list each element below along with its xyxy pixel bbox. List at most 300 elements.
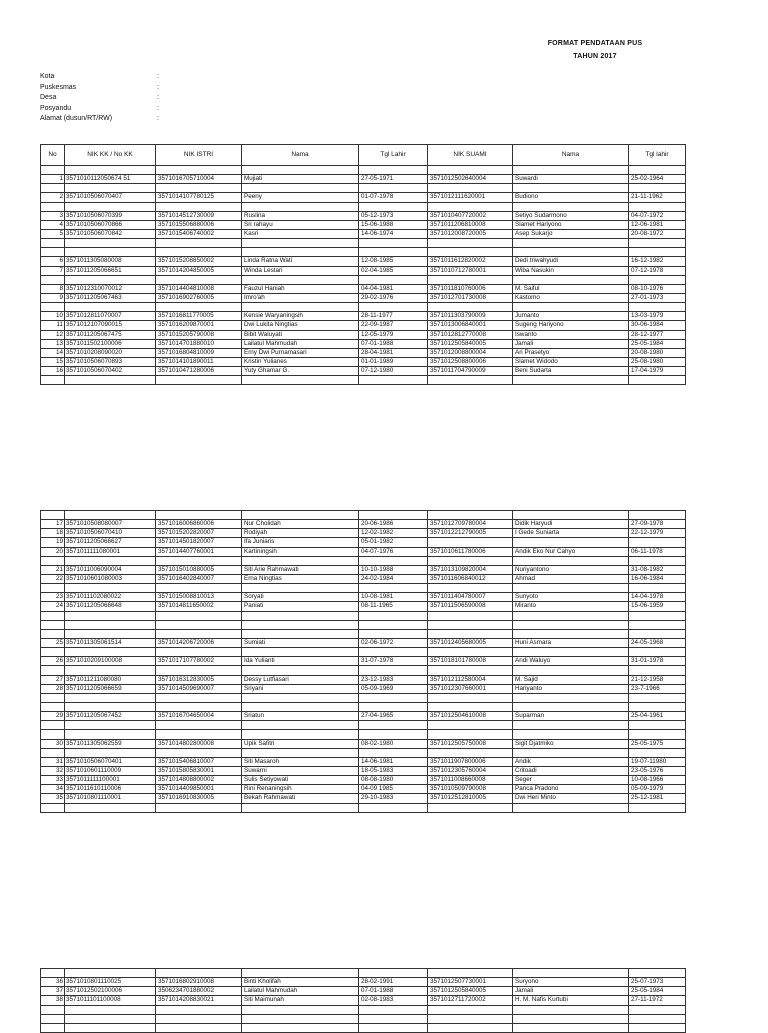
table-row	[41, 629, 686, 638]
cell-nama-istri: Yuty Ghamar G.	[242, 367, 359, 376]
cell-nik-kk	[65, 166, 156, 175]
cell-nama-suami: Suryono	[513, 978, 629, 987]
table-row	[41, 785, 686, 794]
cell-nik-kk: 3571010801110001	[65, 794, 156, 803]
cell-nik-istri: 3571014409850001	[156, 785, 242, 794]
cell-nama-istri: Kartiningsih	[242, 547, 359, 556]
cell-tgl-lahir-istri: 22-09-1987	[359, 321, 428, 330]
cell-tgl-lahir-suami: 20-08-1980	[629, 348, 686, 357]
cell-nik-suami: 3571012505840005	[428, 987, 513, 996]
cell-nama-suami: Beni Sudarta	[513, 367, 629, 376]
cell-tgl-lahir-istri: 07-01-1988	[359, 339, 428, 348]
cell-nik-istri	[156, 239, 242, 248]
table-row	[41, 257, 686, 266]
cell-tgl-lahir-istri	[359, 666, 428, 675]
cell-no: 10	[41, 312, 65, 321]
cell-no: 30	[41, 739, 65, 748]
cell-nik-kk: 3571010506070407	[65, 193, 156, 202]
cell-no: 25	[41, 638, 65, 647]
cell-nik-kk	[65, 1005, 156, 1014]
cell-nik-suami	[428, 969, 513, 978]
cell-tgl-lahir-suami: 19-07-11980	[629, 757, 686, 766]
cell-tgl-lahir-suami: 31-08-1982	[629, 565, 686, 574]
cell-nik-kk: 3571010801110025	[65, 978, 156, 987]
cell-nik-suami: 3571018101780008	[428, 657, 513, 666]
cell-nik-kk: 3571011305061514	[65, 638, 156, 647]
cell-nama-suami: Setiyo Sudarmono	[513, 211, 629, 220]
cell-no	[41, 303, 65, 312]
cell-nik-istri: 3571014501820007	[156, 538, 242, 547]
cell-tgl-lahir-suami: 25-05-1984	[629, 987, 686, 996]
cell-nik-istri: 3571015008810013	[156, 593, 242, 602]
pus-table-3	[40, 968, 686, 1033]
cell-no: 1	[41, 175, 65, 184]
cell-no: 19	[41, 538, 65, 547]
cell-nik-suami	[428, 376, 513, 385]
cell-tgl-lahir-suami: 27-09-1978	[629, 520, 686, 529]
cell-nik-istri: 3571016705710004	[156, 175, 242, 184]
cell-tgl-lahir-istri: 02-06-1972	[359, 638, 428, 647]
cell-nik-kk: 3571011205067475	[65, 330, 156, 339]
cell-nik-kk: 3571011205066659	[65, 684, 156, 693]
cell-nik-istri: 3571014808800002	[156, 776, 242, 785]
cell-nik-suami: 3571012505750008	[428, 739, 513, 748]
cell-no	[41, 275, 65, 284]
cell-no	[41, 1005, 65, 1014]
cell-tgl-lahir-suami	[629, 303, 686, 312]
table-row	[41, 538, 686, 547]
cell-tgl-lahir-suami: 08-10-1976	[629, 284, 686, 293]
cell-no: 21	[41, 565, 65, 574]
table-row	[41, 574, 686, 583]
cell-nik-suami	[428, 556, 513, 565]
cell-nama-istri: Bekah Rahmawati	[242, 794, 359, 803]
cell-no: 29	[41, 712, 65, 721]
cell-nama-suami: Jumanto	[513, 312, 629, 321]
cell-nik-kk: 3571012811070007	[65, 312, 156, 321]
cell-nik-suami	[428, 620, 513, 629]
cell-tgl-lahir-istri: 10-08-1981	[359, 593, 428, 602]
cell-nama-suami: M. Saiful	[513, 284, 629, 293]
cell-nama-istri: Dessy Lutfiasari	[242, 675, 359, 684]
cell-no: 3	[41, 211, 65, 220]
cell-no	[41, 803, 65, 812]
cell-nama-suami: I Gede Suniarta	[513, 529, 629, 538]
cell-nama-istri: Kensie Waryaningsih	[242, 312, 359, 321]
cell-no: 7	[41, 266, 65, 275]
cell-nama-istri: Binti Kholifah	[242, 978, 359, 987]
cell-no	[41, 239, 65, 248]
cell-nama-suami: Huni Asmara	[513, 638, 629, 647]
cell-nik-suami: 3571011606840012	[428, 574, 513, 583]
cell-no	[41, 629, 65, 638]
cell-nama-suami	[513, 556, 629, 565]
cell-no: 18	[41, 529, 65, 538]
table-row	[41, 166, 686, 175]
cell-nik-istri	[156, 611, 242, 620]
cell-nik-istri: 3571015010880005	[156, 565, 242, 574]
cell-no: 38	[41, 996, 65, 1005]
cell-tgl-lahir-suami: 14-04-1978	[629, 593, 686, 602]
cell-no: 35	[41, 794, 65, 803]
cell-nik-istri: 3571015205790008	[156, 330, 242, 339]
pus-table-2	[40, 510, 686, 813]
cell-tgl-lahir-suami: 22-12-1979	[629, 529, 686, 538]
cell-nik-istri	[156, 303, 242, 312]
table-row	[41, 321, 686, 330]
cell-tgl-lahir-istri	[359, 969, 428, 978]
cell-nik-suami: 3571012508800006	[428, 357, 513, 366]
meta-field-colon: :	[157, 73, 159, 80]
cell-no	[41, 969, 65, 978]
cell-tgl-lahir-suami: 05-09-1979	[629, 785, 686, 794]
cell-nik-suami	[428, 648, 513, 657]
cell-nama-istri: Sri rahayu	[242, 220, 359, 229]
cell-tgl-lahir-istri: 05-12-1973	[359, 211, 428, 220]
cell-tgl-lahir-suami	[629, 730, 686, 739]
cell-tgl-lahir-istri: 28-02-1991	[359, 978, 428, 987]
cell-nama-suami	[513, 202, 629, 211]
cell-tgl-lahir-suami	[629, 748, 686, 757]
table-row	[41, 657, 686, 666]
cell-nama-istri	[242, 202, 359, 211]
cell-tgl-lahir-suami: 25-05-1975	[629, 739, 686, 748]
cell-nik-kk	[65, 721, 156, 730]
cell-nama-suami: Dwi Heri Minto	[513, 794, 629, 803]
table-row	[41, 376, 686, 385]
meta-field-label: Posyandu	[40, 104, 72, 112]
cell-no: 33	[41, 776, 65, 785]
cell-tgl-lahir-suami: 13-03-1979	[629, 312, 686, 321]
cell-nik-istri	[156, 969, 242, 978]
cell-nik-suami	[428, 584, 513, 593]
cell-nama-istri: Erna Ningtias	[242, 574, 359, 583]
cell-no	[41, 721, 65, 730]
cell-nama-istri: Nur Cholidah	[242, 520, 359, 529]
cell-nik-istri: 3571015406810007	[156, 757, 242, 766]
cell-tgl-lahir-istri	[359, 376, 428, 385]
cell-nama-suami	[513, 184, 629, 193]
cell-tgl-lahir-istri: 07-01-1988	[359, 987, 428, 996]
cell-nik-kk: 3571010601080003	[65, 574, 156, 583]
cell-tgl-lahir-suami	[629, 184, 686, 193]
cell-nama-suami	[513, 620, 629, 629]
table-row	[41, 684, 686, 693]
cell-nik-suami: 3571011810760006	[428, 284, 513, 293]
cell-nama-suami	[513, 166, 629, 175]
cell-nik-suami: 3571012008800004	[428, 348, 513, 357]
cell-tgl-lahir-istri: 31-07-1978	[359, 657, 428, 666]
cell-nik-kk	[65, 620, 156, 629]
cell-nama-istri	[242, 611, 359, 620]
cell-nik-kk: 3571011102080022	[65, 593, 156, 602]
table-row	[41, 565, 686, 574]
cell-nama-istri	[242, 184, 359, 193]
cell-nama-suami: Ahmad	[513, 574, 629, 583]
cell-tgl-lahir-istri: 15-06-1988	[359, 220, 428, 229]
table-row	[41, 693, 686, 702]
cell-nik-istri: 3571014811650002	[156, 602, 242, 611]
cell-nik-kk: 3571012310070012	[65, 284, 156, 293]
cell-tgl-lahir-suami	[629, 239, 686, 248]
cell-nama-istri: Kristin Yulianes	[242, 357, 359, 366]
cell-nik-istri	[156, 648, 242, 657]
cell-nik-istri	[156, 202, 242, 211]
cell-tgl-lahir-suami: 28-12-1977	[629, 330, 686, 339]
table-row	[41, 730, 686, 739]
cell-nik-istri: 3571017107780002	[156, 657, 242, 666]
table-row	[41, 266, 686, 275]
cell-tgl-lahir-suami	[629, 693, 686, 702]
cell-tgl-lahir-suami	[629, 511, 686, 520]
cell-nama-suami: Panca Pradono	[513, 785, 629, 794]
cell-nik-istri	[156, 1014, 242, 1023]
cell-nik-kk	[65, 748, 156, 757]
table-row	[41, 666, 686, 675]
table-row	[41, 702, 686, 711]
cell-nama-istri: Lailatul Mahmudah	[242, 339, 359, 348]
meta-field-label: Desa	[40, 94, 57, 101]
cell-tgl-lahir-suami	[629, 376, 686, 385]
cell-nik-kk	[65, 303, 156, 312]
cell-nik-istri	[156, 629, 242, 638]
cell-tgl-lahir-istri: 27-04-1965	[359, 712, 428, 721]
cell-no: 2	[41, 193, 65, 202]
cell-tgl-lahir-suami: 27-01-1973	[629, 293, 686, 302]
cell-nik-kk	[65, 376, 156, 385]
cell-tgl-lahir-suami: 04-07-1972	[629, 211, 686, 220]
cell-nik-istri: 3571016811770005	[156, 312, 242, 321]
table-row	[41, 978, 686, 987]
cell-nik-suami: 3571011506590008	[428, 602, 513, 611]
cell-no: 4	[41, 220, 65, 229]
cell-tgl-lahir-suami	[629, 584, 686, 593]
header-tgl-lahir-istri: Tgl Lahir	[359, 145, 428, 166]
cell-no: 23	[41, 593, 65, 602]
cell-nama-suami	[513, 239, 629, 248]
cell-nik-suami: 3571012512810005	[428, 794, 513, 803]
cell-tgl-lahir-suami: 27-11-1972	[629, 996, 686, 1005]
cell-tgl-lahir-istri	[359, 584, 428, 593]
cell-tgl-lahir-suami: 23-05-1976	[629, 766, 686, 775]
cell-nik-kk: 3571012107090015	[65, 321, 156, 330]
cell-nik-istri: 3571014404810008	[156, 284, 242, 293]
cell-nama-istri: Ruslina	[242, 211, 359, 220]
cell-tgl-lahir-istri	[359, 702, 428, 711]
cell-tgl-lahir-istri	[359, 721, 428, 730]
cell-tgl-lahir-suami	[629, 629, 686, 638]
cell-nik-suami: 3571012111620001	[428, 193, 513, 202]
cell-nama-istri	[242, 693, 359, 702]
meta-field-row	[40, 93, 159, 104]
cell-nama-suami: Ari Prasetyo	[513, 348, 629, 357]
cell-nik-istri	[156, 620, 242, 629]
cell-nik-kk	[65, 248, 156, 257]
table-row	[41, 348, 686, 357]
cell-no	[41, 702, 65, 711]
cell-nik-kk: 3571010506070410	[65, 529, 156, 538]
cell-tgl-lahir-suami	[629, 1005, 686, 1014]
cell-tgl-lahir-istri: 14-06-1981	[359, 757, 428, 766]
cell-nik-suami	[428, 275, 513, 284]
cell-tgl-lahir-istri	[359, 248, 428, 257]
cell-tgl-lahir-suami: 20-08-1972	[629, 229, 686, 238]
cell-nama-suami	[513, 648, 629, 657]
table-row	[41, 193, 686, 202]
table-row	[41, 211, 686, 220]
cell-no	[41, 730, 65, 739]
cell-nik-kk	[65, 666, 156, 675]
cell-nik-istri: 3571014107780125	[156, 193, 242, 202]
cell-no: 14	[41, 348, 65, 357]
cell-nik-kk: 3571011205067452	[65, 712, 156, 721]
cell-nik-istri: 3571014701880010	[156, 339, 242, 348]
cell-tgl-lahir-suami	[629, 556, 686, 565]
cell-nik-suami: 3571012505840005	[428, 339, 513, 348]
cell-nik-istri: 3571015506880006	[156, 220, 242, 229]
cell-tgl-lahir-istri	[359, 556, 428, 565]
meta-field-label: Alamat (dusun/RT/RW)	[40, 115, 113, 122]
cell-nama-istri	[242, 584, 359, 593]
cell-nik-kk: 3571011211080080	[65, 675, 156, 684]
cell-nama-suami	[513, 969, 629, 978]
cell-nama-suami: Iswanto	[513, 330, 629, 339]
cell-tgl-lahir-istri: 08-02-1980	[359, 739, 428, 748]
cell-nik-suami	[428, 693, 513, 702]
cell-tgl-lahir-istri	[359, 1005, 428, 1014]
cell-nama-istri: Lailatul Mahmudah	[242, 987, 359, 996]
table-row	[41, 803, 686, 812]
cell-nama-istri: Siti Arie Rahmawati	[242, 565, 359, 574]
cell-nik-istri: 3571014407760001	[156, 547, 242, 556]
cell-no	[41, 1014, 65, 1023]
cell-nik-suami: 3571012711720002	[428, 996, 513, 1005]
form-year: TAHUN 2017	[573, 53, 617, 60]
cell-tgl-lahir-suami: 23-7-1966	[629, 684, 686, 693]
cell-nik-kk	[65, 611, 156, 620]
cell-nama-istri	[242, 666, 359, 675]
cell-tgl-lahir-suami: 30-06-1984	[629, 321, 686, 330]
cell-tgl-lahir-istri: 08-08-1980	[359, 776, 428, 785]
table-row	[41, 220, 686, 229]
cell-nama-suami: Miranto	[513, 602, 629, 611]
cell-no: 15	[41, 357, 65, 366]
cell-nama-suami	[513, 748, 629, 757]
header-nik-istri: NIK ISTRI	[156, 145, 242, 166]
cell-no: 34	[41, 785, 65, 794]
cell-tgl-lahir-suami: 25-12-1981	[629, 794, 686, 803]
cell-nik-suami: 3571010712780001	[428, 266, 513, 275]
cell-tgl-lahir-suami: 15-06-1959	[629, 602, 686, 611]
cell-nik-istri: 3571015805830001	[156, 766, 242, 775]
meta-field-colon: :	[157, 83, 159, 91]
cell-nik-kk: 3571010508080007	[65, 520, 156, 529]
cell-nik-kk	[65, 693, 156, 702]
cell-nik-suami: 3571012812770008	[428, 330, 513, 339]
cell-tgl-lahir-istri: 10-10-1988	[359, 565, 428, 574]
cell-nik-istri	[156, 1023, 242, 1032]
cell-nama-suami: Slamet Hariyono	[513, 220, 629, 229]
cell-tgl-lahir-istri	[359, 239, 428, 248]
cell-tgl-lahir-suami: 17-04-1979	[629, 367, 686, 376]
cell-nama-suami	[513, 511, 629, 520]
cell-tgl-lahir-istri: 12-05-1979	[359, 330, 428, 339]
cell-nik-istri: 3571015406740002	[156, 229, 242, 238]
cell-no: 24	[41, 602, 65, 611]
cell-nik-istri	[156, 166, 242, 175]
cell-tgl-lahir-suami: 16-12-1982	[629, 257, 686, 266]
cell-nik-kk: 3571010506070402	[65, 367, 156, 376]
cell-nama-istri	[242, 166, 359, 175]
cell-nik-kk	[65, 730, 156, 739]
cell-tgl-lahir-suami: 16-06-1984	[629, 574, 686, 583]
cell-nik-suami: 3571011612820002	[428, 257, 513, 266]
table-row	[41, 748, 686, 757]
cell-nik-kk: 3571011205066648	[65, 602, 156, 611]
cell-nik-kk: 3571011305080008	[65, 257, 156, 266]
cell-nama-suami: Nuriyantono	[513, 565, 629, 574]
table-row	[41, 275, 686, 284]
table-row	[41, 339, 686, 348]
cell-nik-kk: 3571010209100008	[65, 657, 156, 666]
cell-tgl-lahir-istri	[359, 166, 428, 175]
cell-nama-suami	[513, 721, 629, 730]
cell-nik-kk	[65, 803, 156, 812]
cell-nik-istri: 3571014512730009	[156, 211, 242, 220]
cell-nama-suami: Asep Sukarjo	[513, 229, 629, 238]
meta-field-colon: :	[157, 104, 159, 112]
cell-nik-suami: 3571012507730001	[428, 978, 513, 987]
cell-tgl-lahir-suami: 25-02-1964	[629, 175, 686, 184]
cell-nama-istri: Sriatun	[242, 712, 359, 721]
cell-nama-istri: Bibit Waluyati	[242, 330, 359, 339]
cell-tgl-lahir-istri: 04-09 1985	[359, 785, 428, 794]
cell-nik-suami	[428, 1014, 513, 1023]
cell-nama-istri: Peeny	[242, 193, 359, 202]
cell-nik-suami	[428, 730, 513, 739]
table-row	[41, 602, 686, 611]
cell-tgl-lahir-suami	[629, 1023, 686, 1032]
cell-no: 12	[41, 330, 65, 339]
cell-nik-suami: 3571012504610008	[428, 712, 513, 721]
cell-nama-istri: Ida Yulianti	[242, 657, 359, 666]
cell-tgl-lahir-istri: 27-05-1971	[359, 175, 428, 184]
cell-nama-istri: Sulis Setiyowati	[242, 776, 359, 785]
cell-nik-suami	[428, 248, 513, 257]
cell-tgl-lahir-istri	[359, 648, 428, 657]
cell-no: 37	[41, 987, 65, 996]
cell-nik-istri: 3571016804810009	[156, 348, 242, 357]
cell-nik-suami	[428, 184, 513, 193]
cell-nama-istri	[242, 275, 359, 284]
cell-nama-istri: Erny Dwi Purnamasari	[242, 348, 359, 357]
cell-no: 9	[41, 293, 65, 302]
cell-nik-kk: 3571011205066627	[65, 538, 156, 547]
table-row	[41, 593, 686, 602]
cell-tgl-lahir-istri: 18-05-1983	[359, 766, 428, 775]
cell-nama-suami: Andik	[513, 757, 629, 766]
table-row	[41, 776, 686, 785]
cell-nama-istri: Siti Masaroh	[242, 757, 359, 766]
cell-nama-istri: Imro'ah	[242, 293, 359, 302]
cell-tgl-lahir-istri: 12-08-1985	[359, 257, 428, 266]
cell-nik-suami	[428, 611, 513, 620]
cell-no	[41, 556, 65, 565]
cell-nama-suami	[513, 693, 629, 702]
cell-tgl-lahir-istri	[359, 275, 428, 284]
cell-nama-istri	[242, 730, 359, 739]
cell-nama-suami: H. M. Nafis Kurtubi	[513, 996, 629, 1005]
